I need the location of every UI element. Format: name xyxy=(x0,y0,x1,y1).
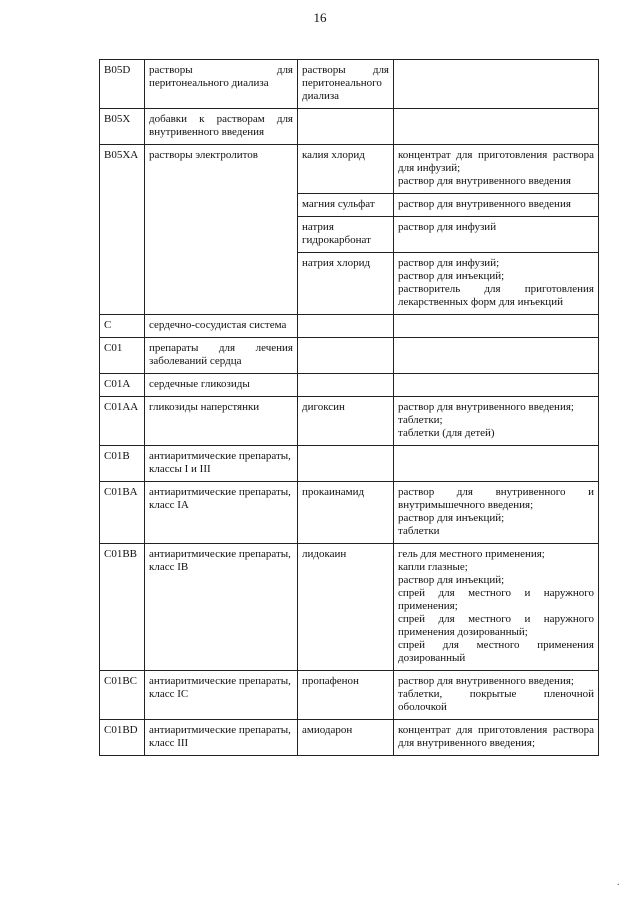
therapeutic-group-cell xyxy=(145,720,298,756)
drug-name-cell xyxy=(298,315,394,338)
scan-artifact-mark: . xyxy=(617,877,620,888)
therapeutic-group-cell xyxy=(145,397,298,446)
dosage-form-line: раствор для инфузий xyxy=(398,221,497,233)
dosage-form-line: раствор для внутривенного введения xyxy=(398,198,571,210)
therapeutic-group: растворы электролитов xyxy=(149,149,258,161)
drug-name: натрия гидрокарбонат xyxy=(302,221,371,246)
drug-name-cell xyxy=(298,338,394,374)
therapeutic-group: антиаритмические препараты, класс IC xyxy=(149,675,291,700)
atc-code-cell xyxy=(100,145,145,315)
drug-name-cell xyxy=(298,60,394,109)
therapeutic-group-cell xyxy=(145,145,298,315)
dosage-form-line: концентрат для приготовления раствора для внутривенного введения; xyxy=(398,724,594,749)
dosage-form-line: раствор для внутривенного и внутримышечного введения; xyxy=(398,486,594,511)
table-row xyxy=(100,671,599,720)
dosage-form-line: раствор для внутривенного введения xyxy=(398,175,571,187)
table-row xyxy=(100,145,599,194)
atc-code: B05D xyxy=(104,64,131,76)
dosage-form-line: раствор для инфузий; xyxy=(398,257,500,269)
drug-name-cell xyxy=(298,671,394,720)
drug-name: пропафенон xyxy=(302,675,359,687)
dosage-form-cell xyxy=(394,720,599,756)
table-row xyxy=(100,397,599,446)
drug-name-cell xyxy=(298,374,394,397)
drug-name: дигоксин xyxy=(302,401,345,413)
atc-code-cell xyxy=(100,60,145,109)
atc-code: C01A xyxy=(104,378,131,390)
dosage-form-line: спрей для местного и наружного применения; xyxy=(398,587,594,612)
therapeutic-group-cell xyxy=(145,671,298,720)
atc-code: C xyxy=(104,319,112,331)
dosage-form-line: капли глазные; xyxy=(398,561,468,573)
therapeutic-group: сердечные гликозиды xyxy=(149,378,250,390)
dosage-form-line: раствор для инъекций; xyxy=(398,512,505,524)
table-row xyxy=(100,315,599,338)
therapeutic-group-cell xyxy=(145,544,298,671)
atc-code-cell xyxy=(100,374,145,397)
therapeutic-group-cell xyxy=(145,109,298,145)
therapeutic-group: антиаритмические препараты, класс III xyxy=(149,724,291,749)
dosage-form-line: раствор для инъекций; xyxy=(398,270,505,282)
atc-code: C01BB xyxy=(104,548,138,560)
therapeutic-group: добавки к растворам для внутривенного введения xyxy=(149,113,293,138)
dosage-form-line: раствор для внутривенного введения; xyxy=(398,675,574,687)
dosage-form-line: раствор для инъекций; xyxy=(398,574,505,586)
table-row xyxy=(100,338,599,374)
drug-name-cell xyxy=(298,446,394,482)
dosage-form-line: таблетки; xyxy=(398,414,443,426)
dosage-form-cell xyxy=(394,446,599,482)
drug-name: натрия хлорид xyxy=(302,257,371,269)
therapeutic-group-cell xyxy=(145,338,298,374)
atc-code-cell xyxy=(100,544,145,671)
atc-code: C01BD xyxy=(104,724,138,736)
table-row xyxy=(100,109,599,145)
dosage-form-line: таблетки (для детей) xyxy=(398,427,495,439)
dosage-form-cell xyxy=(394,482,599,544)
atc-code: C01BA xyxy=(104,486,138,498)
dosage-form-line: раствор для внутривенного введения; xyxy=(398,401,574,413)
dosage-form-cell xyxy=(394,253,599,315)
therapeutic-group: антиаритмические препараты, класс IA xyxy=(149,486,291,511)
atc-code-cell xyxy=(100,720,145,756)
therapeutic-group: растворы для перитонеального диализа xyxy=(149,64,293,89)
therapeutic-group: сердечно-сосудистая система xyxy=(149,319,287,331)
atc-code: B05XA xyxy=(104,149,139,161)
atc-code-cell xyxy=(100,446,145,482)
drug-name-cell xyxy=(298,544,394,671)
atc-code-cell xyxy=(100,109,145,145)
atc-code: B05X xyxy=(104,113,131,125)
drug-name-cell xyxy=(298,217,394,253)
drug-name-cell xyxy=(298,720,394,756)
atc-code: C01 xyxy=(104,342,123,354)
table-row xyxy=(100,544,599,671)
dosage-form-line: растворитель для приготовления лекарственных форм для инъекций xyxy=(398,283,594,308)
therapeutic-group-cell xyxy=(145,315,298,338)
drug-name: калия хлорид xyxy=(302,149,365,161)
dosage-form-cell xyxy=(394,397,599,446)
therapeutic-group: препараты для лечения заболеваний сердца xyxy=(149,342,293,367)
dosage-form-cell xyxy=(394,60,599,109)
atc-code-cell xyxy=(100,671,145,720)
table-row xyxy=(100,482,599,544)
dosage-form-line: таблетки xyxy=(398,525,440,537)
page-number: 16 xyxy=(313,10,327,25)
dosage-form-cell xyxy=(394,544,599,671)
drug-name: амиодарон xyxy=(302,724,353,736)
dosage-form-cell xyxy=(394,109,599,145)
atc-code-cell xyxy=(100,315,145,338)
drug-name-cell xyxy=(298,253,394,315)
drug-name-cell xyxy=(298,194,394,217)
dosage-form-cell xyxy=(394,671,599,720)
therapeutic-group-cell xyxy=(145,374,298,397)
dosage-form-line: гель для местного применения; xyxy=(398,548,545,560)
dosage-form-cell xyxy=(394,315,599,338)
dosage-form-cell xyxy=(394,374,599,397)
drug-name: прокаинамид xyxy=(302,486,365,498)
table-row xyxy=(100,374,599,397)
drug-name-cell xyxy=(298,109,394,145)
atc-code: C01BC xyxy=(104,675,138,687)
drug-name: лидокаин xyxy=(302,548,347,560)
drug-name-cell xyxy=(298,397,394,446)
atc-code: C01B xyxy=(104,450,130,462)
dosage-form-cell xyxy=(394,145,599,194)
drug-classification-table xyxy=(99,59,599,756)
dosage-form-line: таблетки, покрытые пленочной оболочкой xyxy=(398,688,594,713)
atc-code: C01AA xyxy=(104,401,139,413)
therapeutic-group-cell xyxy=(145,446,298,482)
drug-name-cell xyxy=(298,482,394,544)
table-row xyxy=(100,60,599,109)
drug-name: растворы для перитонеального диализа xyxy=(302,64,389,102)
therapeutic-group: антиаритмические препараты, классы I и III xyxy=(149,450,291,475)
table-row xyxy=(100,720,599,756)
atc-code-cell xyxy=(100,397,145,446)
therapeutic-group: антиаритмические препараты, класс IB xyxy=(149,548,291,573)
drug-name: магния сульфат xyxy=(302,198,375,210)
table-row xyxy=(100,446,599,482)
therapeutic-group-cell xyxy=(145,482,298,544)
therapeutic-group: гликозиды наперстянки xyxy=(149,401,260,413)
drug-name-cell xyxy=(298,145,394,194)
atc-code-cell xyxy=(100,482,145,544)
atc-code-cell xyxy=(100,338,145,374)
dosage-form-cell xyxy=(394,194,599,217)
dosage-form-line: концентрат для приготовления раствора для инфузий; xyxy=(398,149,594,174)
therapeutic-group-cell xyxy=(145,60,298,109)
dosage-form-line: спрей для местного и наружного применения дозированный; xyxy=(398,613,594,638)
dosage-form-line: спрей для местного применения дозированный xyxy=(398,639,594,664)
dosage-form-cell xyxy=(394,338,599,374)
dosage-form-cell xyxy=(394,217,599,253)
